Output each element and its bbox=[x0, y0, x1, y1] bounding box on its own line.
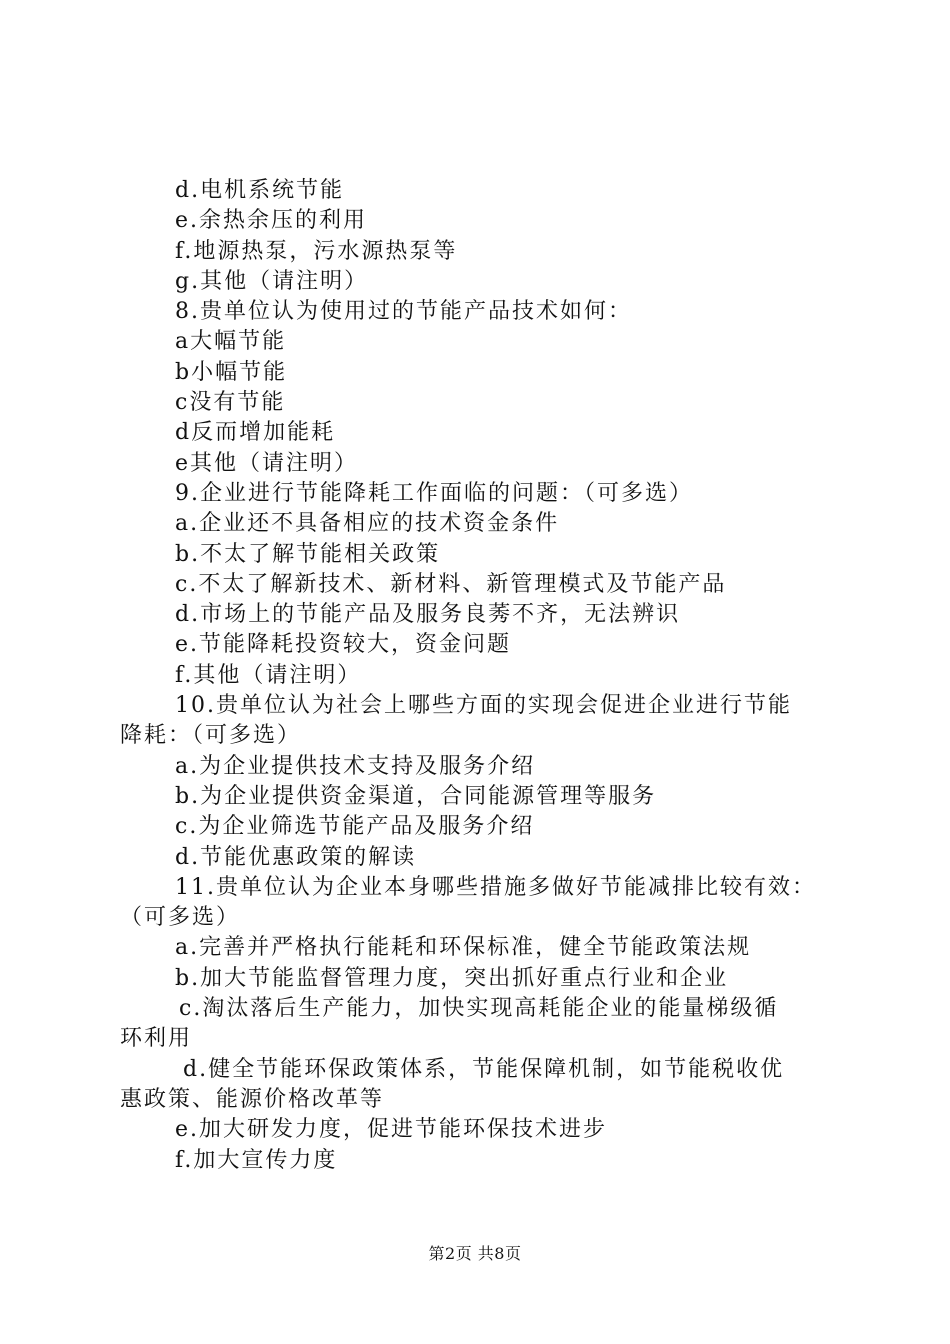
text-line: d.市场上的节能产品及服务良莠不齐，无法辨识 bbox=[175, 602, 681, 628]
text-line: b.为企业提供资金渠道，合同能源管理等服务 bbox=[175, 783, 657, 809]
text-line: b.加大节能监督管理力度，突出抓好重点行业和企业 bbox=[175, 965, 729, 991]
text-line: a.完善并严格执行能耗和环保标准，健全节能政策法规 bbox=[175, 935, 752, 961]
text-line: g.其他（请注明） bbox=[175, 268, 369, 294]
text-line: d.电机系统节能 bbox=[175, 178, 345, 203]
text-line: a大幅节能 bbox=[175, 329, 287, 355]
text-line: 10.贵单位认为社会上哪些方面的实现会促进企业进行节能 bbox=[175, 693, 792, 719]
text-line: f.加大宣传力度 bbox=[175, 1147, 338, 1173]
text-line: a.企业还不具备相应的技术资金条件 bbox=[175, 511, 560, 537]
text-line: 环利用 bbox=[120, 1026, 193, 1052]
text-line: 11.贵单位认为企业本身哪些措施多做好节能减排比较有效： bbox=[175, 874, 816, 900]
text-line: c.为企业筛选节能产品及服务介绍 bbox=[175, 814, 535, 840]
text-line: 惠政策、能源价格改革等 bbox=[120, 1086, 385, 1112]
text-line: 8.贵单位认为使用过的节能产品技术如何： bbox=[175, 299, 632, 325]
text-line: e.节能降耗投资较大，资金问题 bbox=[175, 632, 512, 658]
page-footer: 第2页 共8页 bbox=[428, 1244, 522, 1263]
text-line: f.其他（请注明） bbox=[175, 662, 362, 688]
text-line: 9.企业进行节能降耗工作面临的问题：（可多选） bbox=[175, 480, 693, 506]
text-line: e其他（请注明） bbox=[175, 450, 359, 476]
text-line: 降耗：（可多选） bbox=[120, 723, 302, 749]
text-line: （可多选） bbox=[120, 905, 241, 931]
text-line: e.余热余压的利用 bbox=[175, 208, 368, 234]
text-line: c没有节能 bbox=[175, 390, 286, 416]
text-line: e.加大研发力度，促进节能环保技术进步 bbox=[175, 1117, 608, 1143]
text-line: b小幅节能 bbox=[175, 359, 288, 385]
text-line: b.不太了解节能相关政策 bbox=[175, 541, 441, 567]
text-line: c.淘汰落后生产能力，加快实现高耗能企业的能量梯级循 bbox=[179, 996, 779, 1022]
text-line: a.为企业提供技术支持及服务介绍 bbox=[175, 753, 536, 779]
text-line: c.不太了解新技术、新材料、新管理模式及节能产品 bbox=[175, 571, 727, 597]
text-line: f.地源热泵，污水源热泵等 bbox=[175, 238, 458, 264]
text-line: d.健全节能环保政策体系，节能保障机制，如节能税收优 bbox=[183, 1056, 785, 1082]
document-body bbox=[120, 176, 840, 1176]
text-line: d反而增加能耗 bbox=[175, 420, 336, 446]
text-line: d.节能优惠政策的解读 bbox=[175, 844, 417, 870]
